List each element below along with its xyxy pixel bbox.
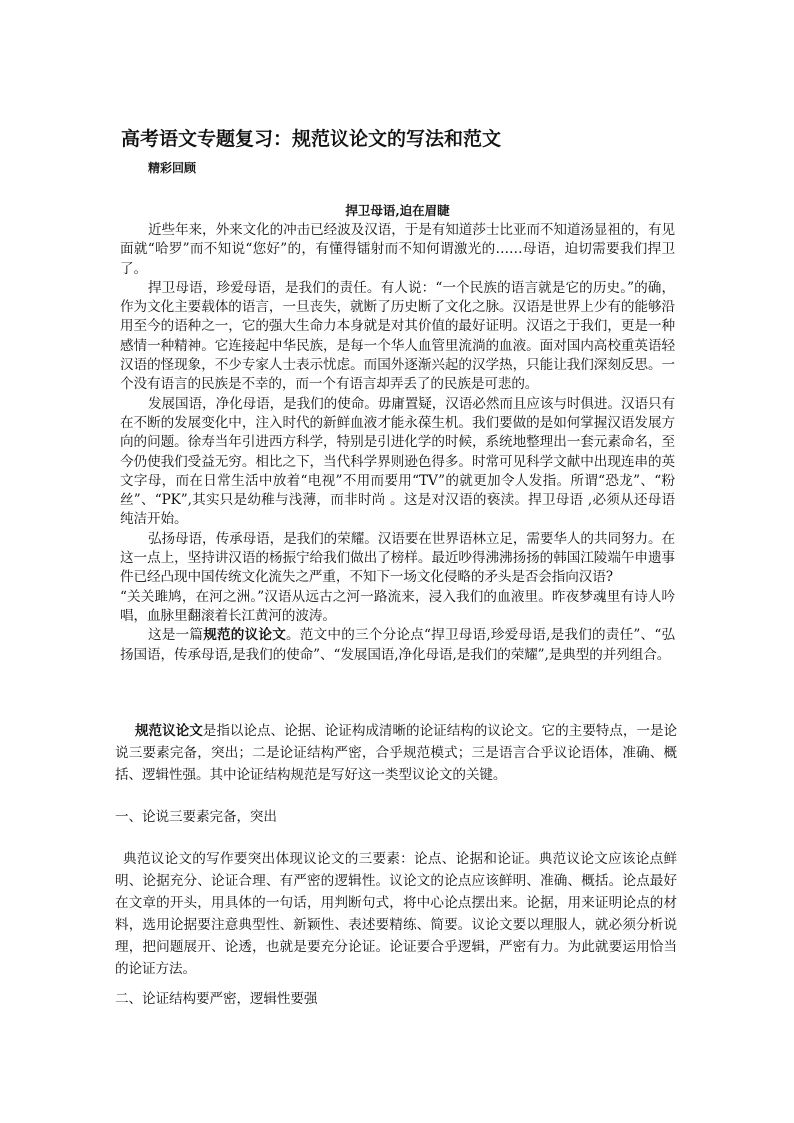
essay-paragraph: 捍卫母语，珍爱母语，是我们的责任。有人说：“一个民族的语言就是它的历史。”的确，作为文化主要载体的语言，一旦丧失，就断了历史断了文化之脉。汉语是世界上少有的能够沿用至今的语种之一，它的强大生命力本身就是对其价值的最好证明。汉语之于我们，更是一种感情一种精神。它连接起中华民族，是每一个华人血管里流淌的血液。面对国内高校重英语轻汉语的怪现象，不少专家人士表示忧虑。而国外逐渐兴起的汉学热，只能让我们深刻反思。一个没有语言的民族是不幸的，而一个有语言却弄丢了的民族是可悲的。 xyxy=(120,279,675,393)
definition-paragraph xyxy=(115,720,677,786)
essay-title: 捍卫母语,迫在眉睫 xyxy=(345,203,450,218)
definition-term: 规范议论文 xyxy=(135,723,203,739)
essay-paragraph: 弘扬母语，传承母语，是我们的荣耀。汉语要在世界语林立足，需要华人的共同努力。在这一点上，坚持讲汉语的杨振宁给我们做出了榜样。最近吵得沸沸扬扬的韩国江陵端午申遗事件已经凸现中国传统文化流失之严重，不知下一场文化侵略的矛头是否会指向汉语? xyxy=(120,530,675,586)
essay-paragraph: 发展国语，净化母语，是我们的使命。毋庸置疑，汉语必然而且应该与时俱进。汉语只有在不断的发展变化中，注入时代的新鲜血液才能永葆生机。我们要做的是如何掌握汉语发展方向的问题。徐寿当年引进西方科学，特别是引进化学的时候，系统地整理出一套元素命名，至今仍使我们受益无穷。相比之下，当代科学界则逊色得多。时常可见科学文献中出现连串的英文字母，而在日常生活中放着“电视”不用而要用“TV”的就更加令人发指。所谓“恐龙”、“粉丝”、“PK”,其实只是幼稚与浅薄，而非时尚 。这是对汉语的亵渎。捍卫母语 ,必须从还母语纯洁开始。 xyxy=(120,395,675,528)
definition-block xyxy=(115,720,677,786)
section-heading-text: 一、论说三要素完备，突出 xyxy=(115,809,277,825)
commentary-rest: 。范文中的三个分论点“捍卫母语,珍爱母语,是我们的责任”、“弘扬国语，传承母语,是我们的使命”、“发展国语,净化母语,是我们的荣耀”,是典型的并列组合。 xyxy=(120,627,675,663)
section-heading-text: 二、论证结构要严密，逻辑性要强 xyxy=(115,991,318,1007)
essay-commentary xyxy=(120,626,675,665)
essay-paragraph: 近些年来，外来文化的冲击已经波及汉语，于是有知道莎士比亚而不知道汤显祖的，有见面就“哈罗”而不知说“您好”的，有懂得镭射而不知何谓激光的……母语，迫切需要我们捍卫了。 xyxy=(120,222,675,277)
section-heading-2 xyxy=(115,988,677,1010)
section-subtitle: 精彩回顾 xyxy=(148,161,197,175)
document-title: 高考语文专题复习：规范议论文的写法和范文 xyxy=(121,128,502,150)
section-1-paragraph: 典范议论文的写作要突出体现议论文的三要素：论点、论据和论证。典范议论文应该论点鲜明、论据充分、论证合理、有严密的逻辑性。议论文的论点应该鲜明、准确、概括。论点最好在文章的开头，用具体的一句话，用判断句式，将中心论点摆出来。论据，用来证明论点的材料，选用论据要注意典型性、新颖性、表述要精练、简要。议论文要以理服人，就必须分析说理，把问题展开、论透，也就是要充分论证。论证要合乎逻辑，严密有力。为此就要运用恰当的论证方法。 xyxy=(115,851,677,977)
commentary-lead: 这是一篇 xyxy=(148,627,204,644)
definition-text: 是指以论点、论据、论证构成清晰的论证结构的议论文。它的主要特点，一是论说三要素完备，突出；二是论证结构严密，合乎规范模式；三是语言合乎议论语体，准确、概括、逻辑性强。其中论证结构规范是写好这一类型议论文的关键。 xyxy=(115,723,678,783)
section-heading-1 xyxy=(115,806,677,828)
sample-essay xyxy=(120,221,675,665)
essay-paragraph: “关关雎鸠，在河之洲。”汉语从远古之河一路流来，浸入我们的血液里。昨夜梦魂里有诗人吟唱，血脉里翻滚着长江黄河的波涛。 xyxy=(120,588,675,624)
section-1-body xyxy=(115,848,677,980)
commentary-bold: 规范的议论文 xyxy=(203,627,286,644)
